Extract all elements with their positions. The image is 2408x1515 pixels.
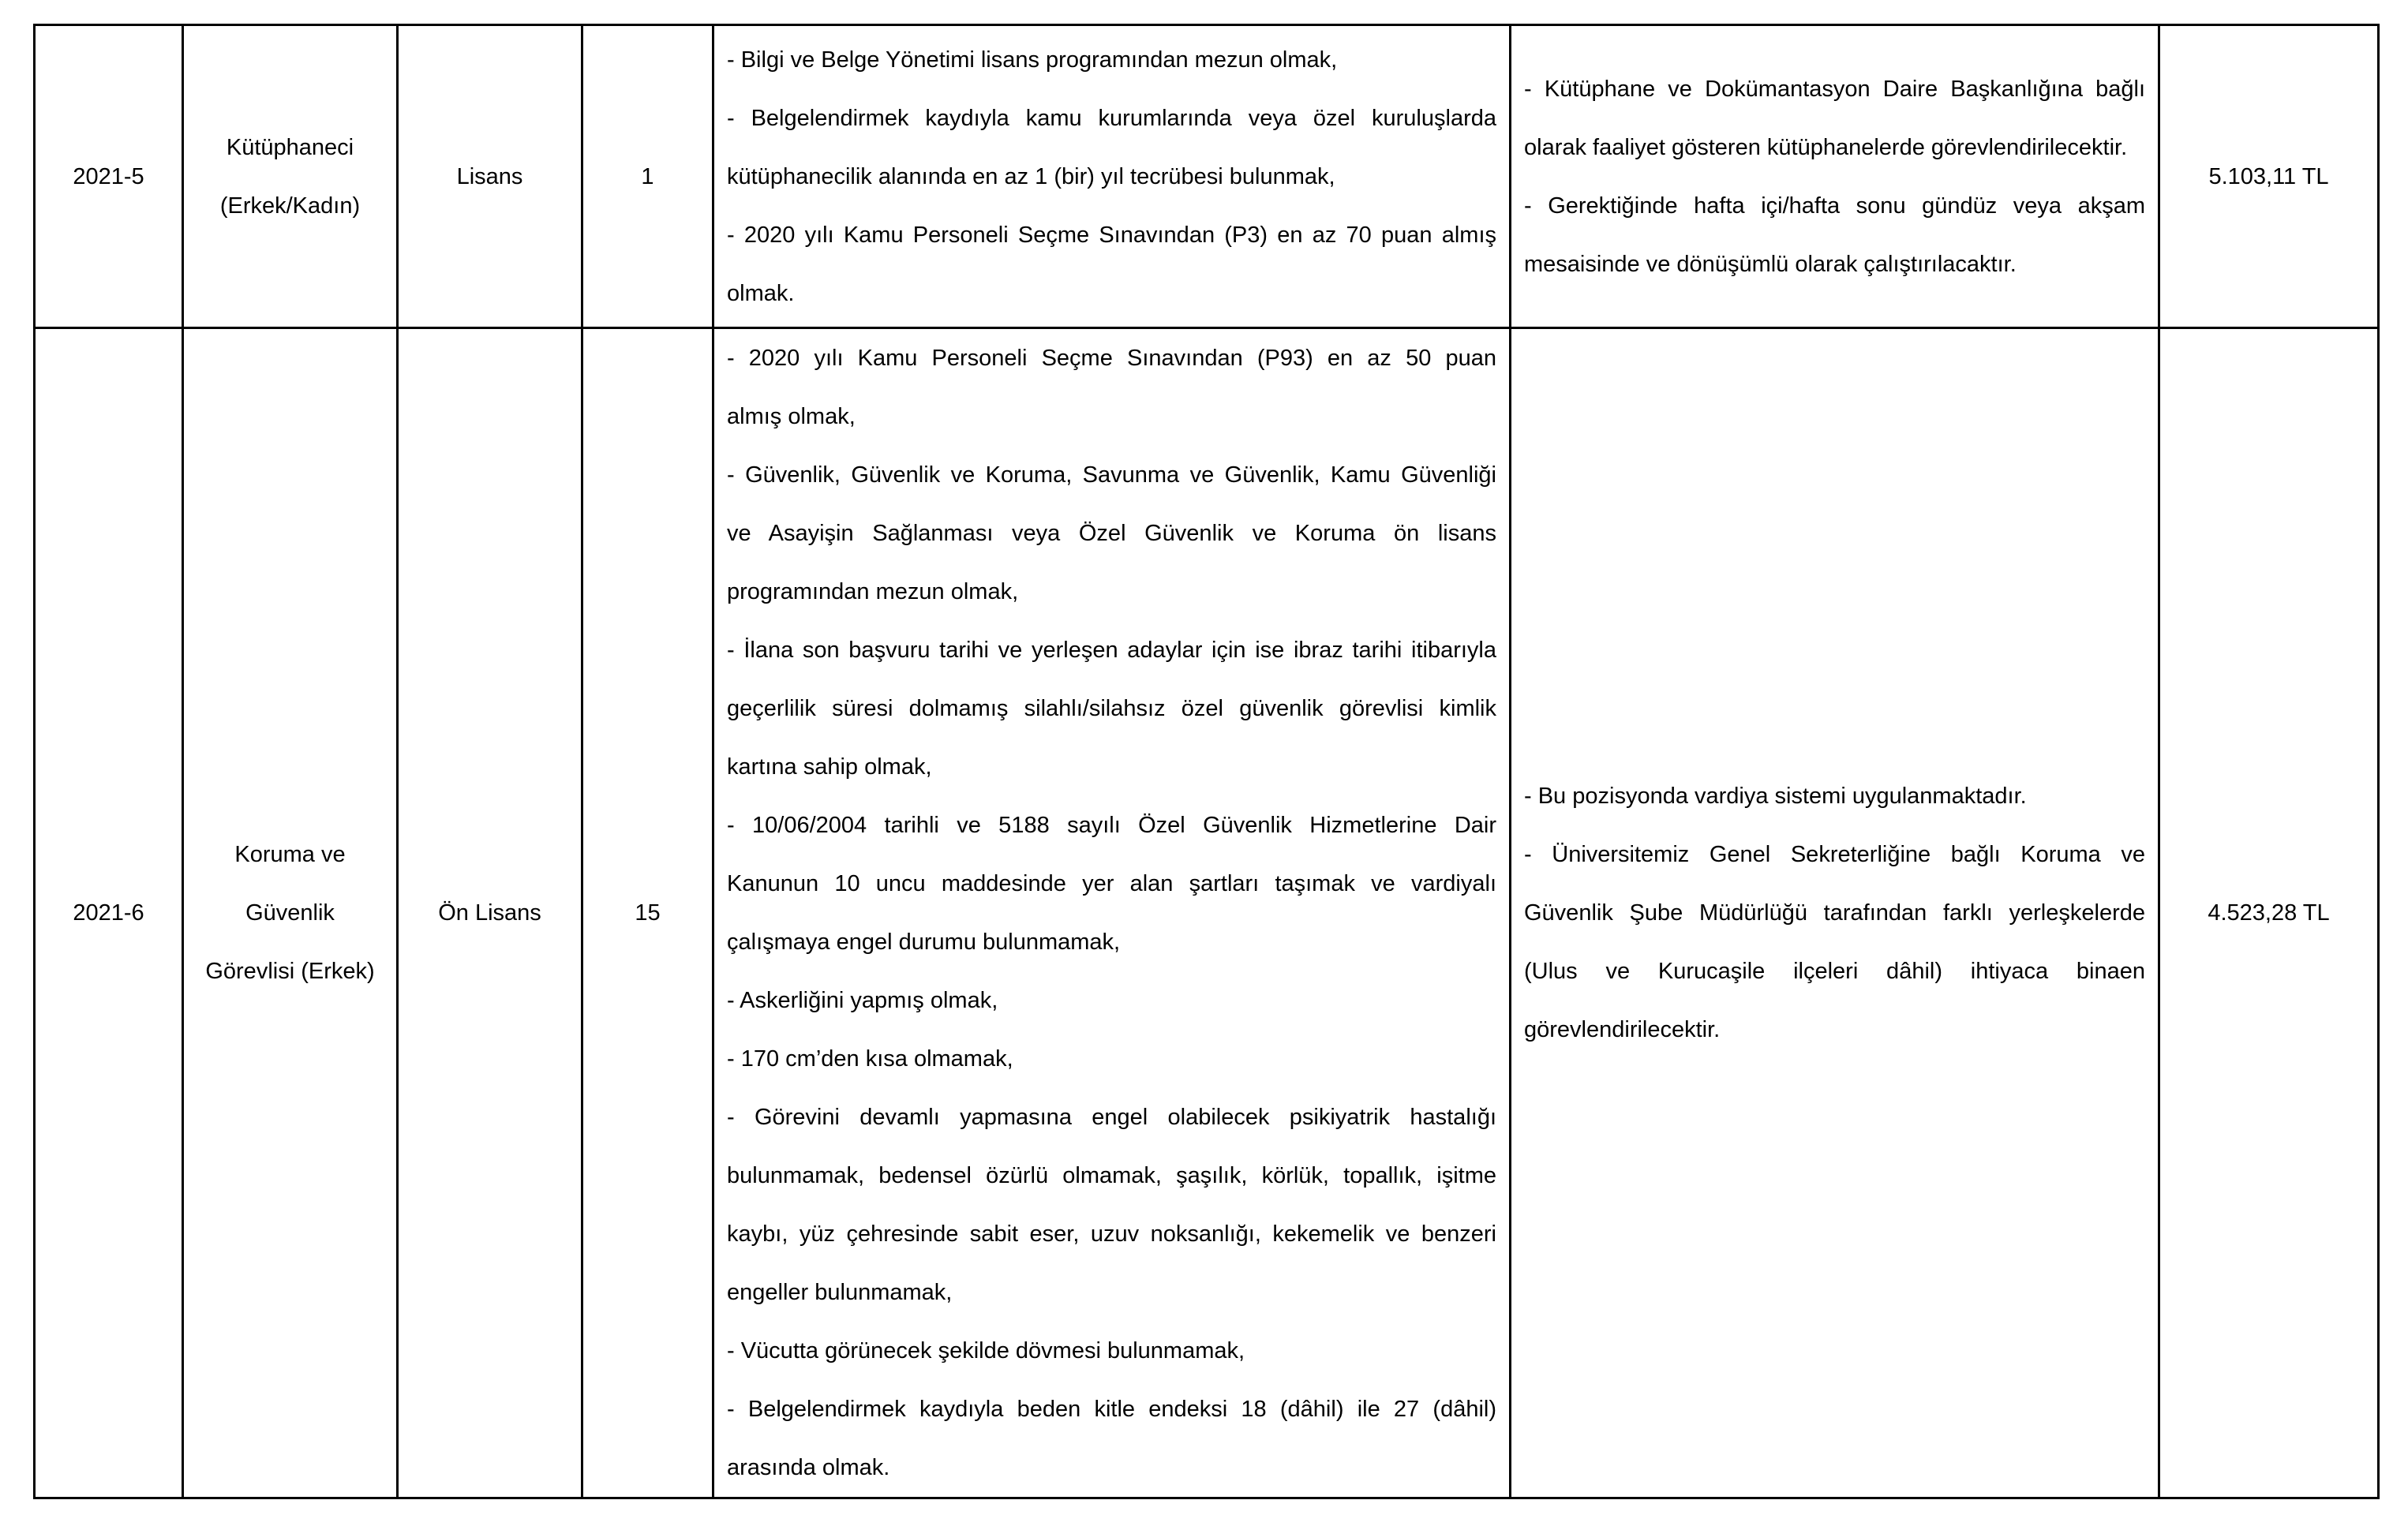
salary-cell — [2159, 25, 2379, 328]
position-title-line: Güvenlik — [245, 900, 335, 926]
position-code-cell — [35, 25, 183, 328]
note-line: mesaisinde ve dönüşümlü olarak çalıştırılacaktır. — [1524, 251, 2017, 277]
note-line: Güvenlik Şube Müdürlüğü tarafından farklı yerleşkelerde — [1524, 900, 2145, 926]
requirement-line: geçerlilik süresi dolmamış silahlı/silahsız özel güvenlik görevlisi kimlik — [727, 696, 1496, 721]
table-body — [35, 25, 2379, 1498]
position-title-cell — [183, 328, 398, 1498]
requirement-line: olmak. — [727, 280, 795, 306]
table-row — [35, 25, 2379, 328]
table-row — [35, 328, 2379, 1498]
requirement-line: bulunmamak, bedensel özürlü olmamak, şaşılık, körlük, topallık, işitme — [727, 1163, 1496, 1188]
requirement-line: - Bilgi ve Belge Yönetimi lisans programından mezun olmak, — [727, 47, 1338, 73]
education-level-cell — [398, 328, 582, 1498]
requirement-line: almış olmak, — [727, 404, 856, 429]
education-level-cell — [398, 25, 582, 328]
requirement-cell — [713, 25, 1511, 328]
requirement-line: programından mezun olmak, — [727, 579, 1019, 604]
requirement-line: engeller bulunmamak, — [727, 1280, 953, 1305]
requirement-line: - 10/06/2004 tarihli ve 5188 sayılı Özel Güvenlik Hizmetlerine Dair — [727, 813, 1496, 838]
requirement-line: - Vücutta görünecek şekilde dövmesi bulunmamak, — [727, 1338, 1245, 1364]
positions-table — [33, 24, 2380, 1499]
position-title-line: Kütüphaneci — [226, 134, 354, 160]
requirement-line: - 170 cm’den kısa olmamak, — [727, 1046, 1013, 1072]
requirement-line: kütüphanecilik alanında en az 1 (bir) yıl tecrübesi bulunmak, — [727, 163, 1335, 189]
note-cell — [1511, 25, 2159, 328]
note-line: olarak faaliyet gösteren kütüphanelerde görevlendirilecektir. — [1524, 134, 2128, 160]
note-line: görevlendirilecektir. — [1524, 1017, 1721, 1042]
position-title-line: (Erkek/Kadın) — [219, 193, 361, 219]
requirement-line: - Belgelendirmek kaydıyla beden kitle endeksi 18 (dâhil) ile 27 (dâhil) — [727, 1397, 1496, 1422]
position-title-line: Koruma ve — [234, 842, 346, 867]
note-line: - Gerektiğinde hafta içi/hafta sonu gündüz veya akşam — [1524, 193, 2145, 219]
requirement-line: kaybı, yüz çehresinde sabit eser, uzuv noksanlığı, kekemelik ve benzeri — [727, 1221, 1496, 1247]
position-count-cell — [582, 25, 713, 328]
salary: 4.523,28 TL — [2208, 900, 2330, 926]
position-code-cell — [35, 328, 183, 1498]
education-level: Lisans — [456, 163, 523, 189]
note-line: (Ulus ve Kurucaşile ilçeleri dâhil) ihtiyaca binaen — [1524, 959, 2145, 984]
requirement-line: - 2020 yılı Kamu Personeli Seçme Sınavından (P3) en az 70 puan almış — [727, 222, 1496, 248]
education-level: Ön Lisans — [438, 900, 541, 926]
position-code: 2021-5 — [73, 163, 144, 189]
note-line: - Bu pozisyonda vardiya sistemi uygulanmaktadır. — [1524, 784, 2027, 809]
salary: 5.103,11 TL — [2208, 163, 2329, 189]
requirement-line: Kanunun 10 uncu maddesinde yer alan şartları taşımak ve vardiyalı — [727, 871, 1496, 896]
note-line: - Kütüphane ve Dokümantasyon Daire Başkanlığına bağlı — [1524, 76, 2145, 102]
requirement-line: arasında olmak. — [727, 1455, 890, 1480]
position-code: 2021-6 — [73, 900, 144, 926]
requirement-line: ve Asayişin Sağlanması veya Özel Güvenlik ve Koruma ön lisans — [727, 521, 1496, 546]
position-count-cell — [582, 328, 713, 1498]
note-line: - Üniversitemiz Genel Sekreterliğine bağlı Koruma ve — [1524, 842, 2145, 867]
requirement-line: çalışmaya engel durumu bulunmamak, — [727, 930, 1121, 955]
position-title-cell — [183, 25, 398, 328]
requirement-line: - Görevini devamlı yapmasına engel olabilecek psikiyatrik hastalığı — [727, 1105, 1496, 1130]
position-count: 1 — [641, 163, 654, 189]
requirement-line: - 2020 yılı Kamu Personeli Seçme Sınavından (P93) en az 50 puan — [727, 346, 1496, 371]
salary-cell — [2159, 328, 2379, 1498]
requirement-cell — [713, 328, 1511, 1498]
requirement-line: - Askerliğini yapmış olmak, — [727, 988, 998, 1013]
position-count: 15 — [635, 900, 661, 926]
position-title-line: Görevlisi (Erkek) — [205, 959, 375, 984]
requirement-line: - Belgelendirmek kaydıyla kamu kurumlarında veya özel kuruluşlarda — [727, 105, 1496, 131]
note-cell — [1511, 328, 2159, 1498]
requirement-line: kartına sahip olmak, — [727, 754, 932, 780]
requirement-line: - İlana son başvuru tarihi ve yerleşen adaylar için ise ibraz tarihi itibarıyla — [727, 638, 1496, 663]
requirement-line: - Güvenlik, Güvenlik ve Koruma, Savunma ve Güvenlik, Kamu Güvenliği — [727, 462, 1496, 488]
